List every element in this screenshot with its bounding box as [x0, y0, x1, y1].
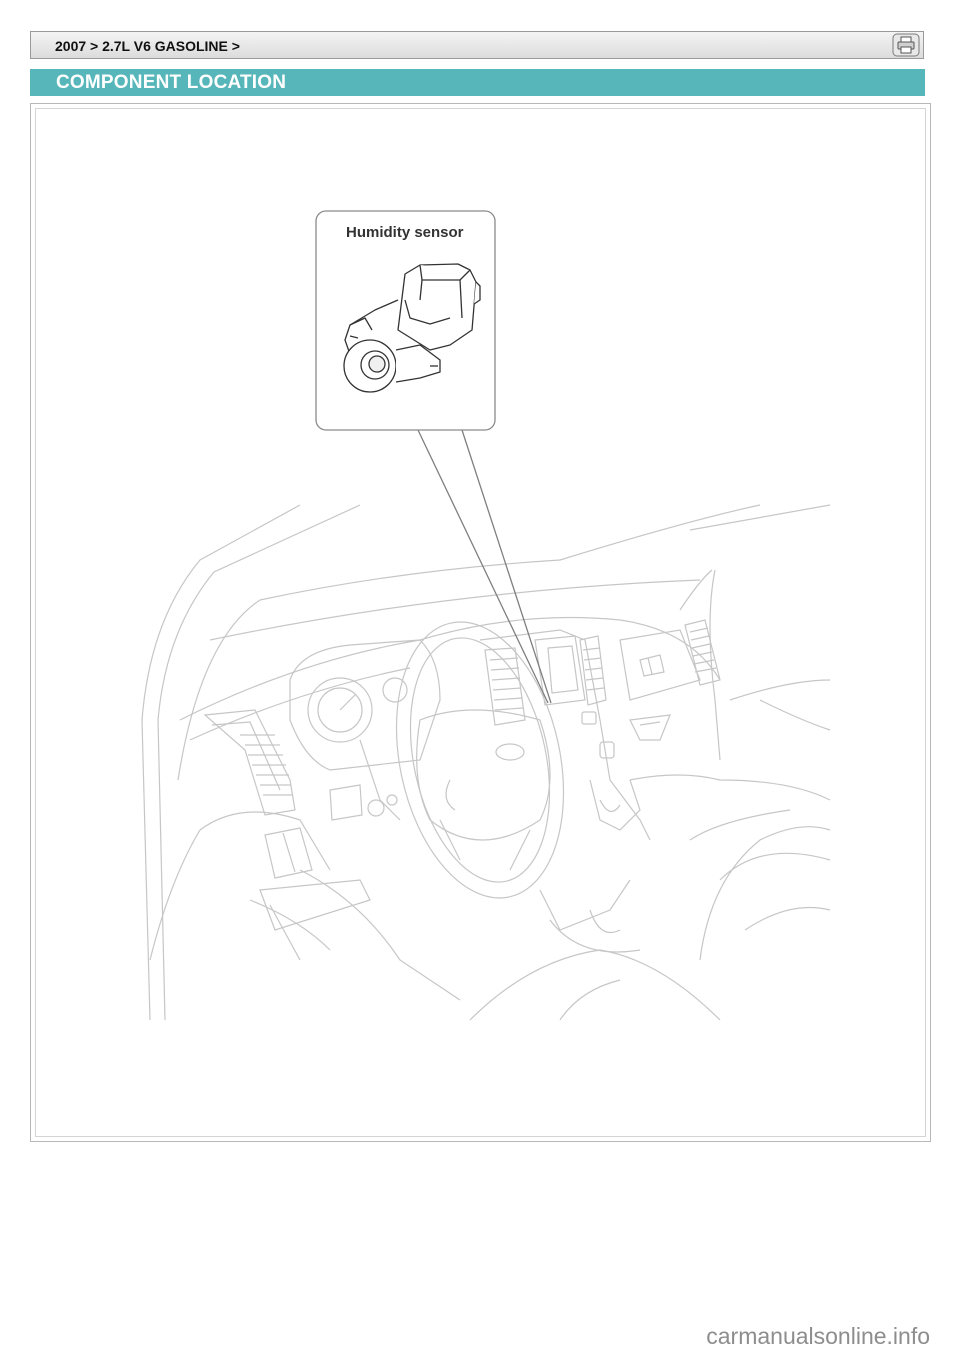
section-title: COMPONENT LOCATION	[56, 72, 287, 93]
windshield-frame	[142, 505, 300, 1020]
humidity-sensor-label: Humidity sensor	[346, 224, 464, 241]
watermark: carmanualsonline.info	[706, 1323, 930, 1349]
steering-wheel	[373, 606, 588, 913]
dashboard-top	[180, 618, 720, 721]
breadcrumb[interactable]: 2007 > 2.7L V6 GASOLINE >	[55, 38, 240, 54]
driver-seat	[470, 950, 720, 1020]
dashboard-line-art	[142, 505, 830, 1020]
passenger-seat	[700, 827, 830, 960]
left-air-vent	[205, 710, 295, 815]
instrument-cluster	[290, 640, 440, 770]
